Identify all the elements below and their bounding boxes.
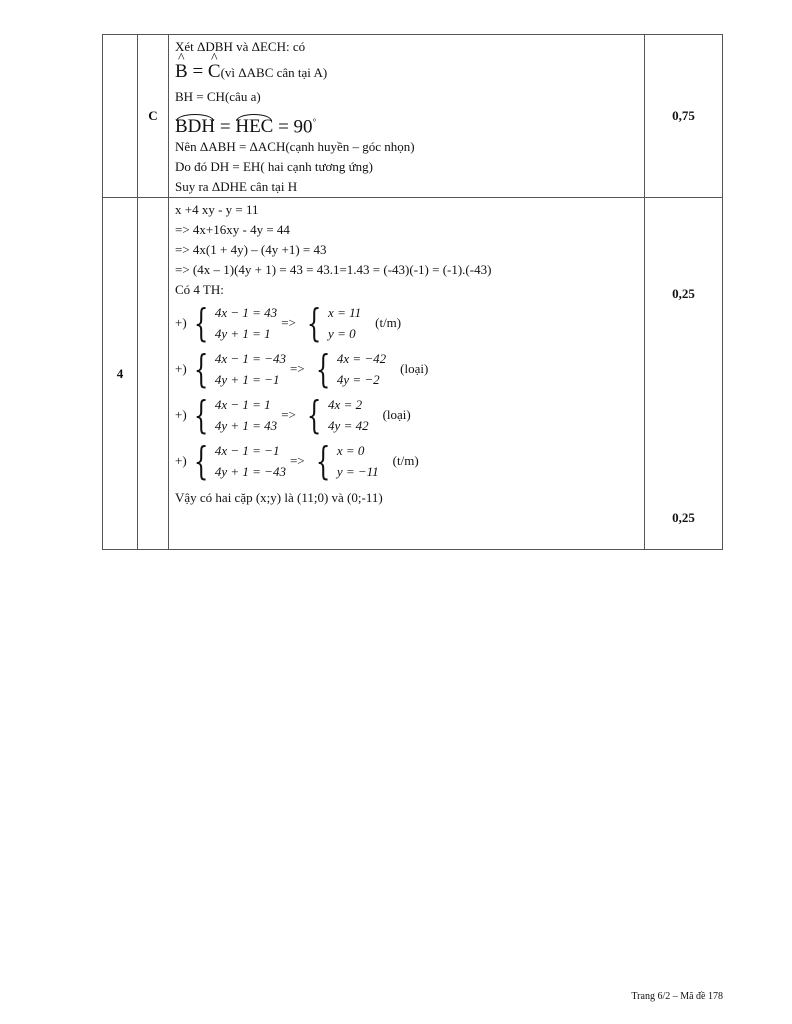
left-brace-icon: { [315,347,330,391]
score-value: 0,25 [672,286,695,301]
equation: 4y + 1 = 1 [214,326,271,341]
degree-sign: ° [312,117,317,127]
case-system [175,300,638,346]
implies-arrow: => [281,315,296,330]
case-prefix: +) [175,407,187,422]
left-brace-icon: { [193,439,209,483]
question-number-cell: 4 [103,198,138,550]
angle-hec: HEC [235,112,273,142]
part-label-cell [138,198,169,550]
equation: 4y = 42 [328,418,369,433]
solution-line: BH = CH(câu a) [175,89,261,104]
left-brace-icon: { [306,301,322,345]
left-brace-icon: { [306,393,322,437]
left-brace-icon: { [315,439,330,483]
left-brace-icon: { [193,393,209,437]
equation: 4x − 1 = −1 [214,443,280,458]
solution-content-cell [169,35,645,198]
implies-arrow: => [281,407,296,422]
table-row [103,198,723,550]
equation: 4x = −42 [336,351,387,366]
equation: y = 0 [328,326,356,341]
solution-line: => 4x(1 + 4y) – (4y +1) = 43 [175,242,327,257]
solution-line: x +4 xy - y = 11 [175,202,259,217]
score-value: 0,25 [672,510,695,525]
question-number-cell [103,35,138,198]
solution-line: Nên ΔABH = ΔACH(cạnh huyền – góc nhọn) [175,139,415,154]
case-note: (loại) [400,361,429,376]
equation: 4x − 1 = 43 [214,305,278,320]
case-prefix: +) [175,361,187,376]
case-prefix: +) [175,453,187,468]
implies-arrow: => [289,361,305,376]
equals-sign: = [187,61,208,82]
solution-line: Xét ΔDBH và ΔECH: có [175,39,306,54]
equation: 4x − 1 = −43 [214,351,286,366]
angle-value: = 90 [273,116,313,138]
solution-line: => 4x+16xy - 4y = 44 [175,222,290,237]
table-row [103,35,723,198]
solution-content-cell [169,198,645,550]
case-note: (loại) [382,407,411,422]
angle-equality-bc [175,57,638,87]
solution-line: Có 4 TH: [175,282,224,297]
equation: x = 0 [336,443,365,458]
conclusion-line: Vậy có hai cặp (x;y) là (11;0) và (0;-11) [175,490,383,505]
equation: 4y + 1 = −43 [214,464,286,479]
case-system [175,392,638,438]
case-note: (t/m) [392,453,419,468]
solution-line: Suy ra ΔDHE cân tại H [175,179,298,194]
score-cell [645,198,723,550]
implies-arrow: => [289,453,305,468]
angle-b: ^ B [175,57,188,87]
left-brace-icon: { [193,301,209,345]
page-footer: Trang 6/2 – Mã đề 178 [631,991,723,1002]
angle-c: ^ C [208,57,221,87]
case-system [175,438,638,484]
solution-line: Do đó DH = EH( hai cạnh tương ứng) [175,159,373,174]
solution-table [102,34,723,550]
equation: y = −11 [336,464,379,479]
score-cell [645,35,723,198]
equation: 4x = 2 [328,397,363,412]
equation: 4y = −2 [336,372,380,387]
reason-text: (vì ΔABC cân tại A) [220,65,328,80]
score-value: 0,75 [672,108,695,123]
case-note: (t/m) [375,315,402,330]
left-brace-icon: { [193,347,209,391]
angle-equality-bdh-hec [175,107,638,137]
equals-sign: = [215,116,236,138]
case-system [175,346,638,392]
case-prefix: +) [175,315,187,330]
equation: 4y + 1 = 43 [214,418,278,433]
equation: 4y + 1 = −1 [214,372,280,387]
solution-line: => (4x – 1)(4y + 1) = 43 = 43.1=1.43 = (-43)(-1) = (-1).(-43) [175,262,492,277]
part-label-cell: C [138,35,169,198]
equation: x = 11 [328,305,362,320]
equation: 4x − 1 = 1 [214,397,271,412]
angle-bdh: BDH [175,112,215,142]
